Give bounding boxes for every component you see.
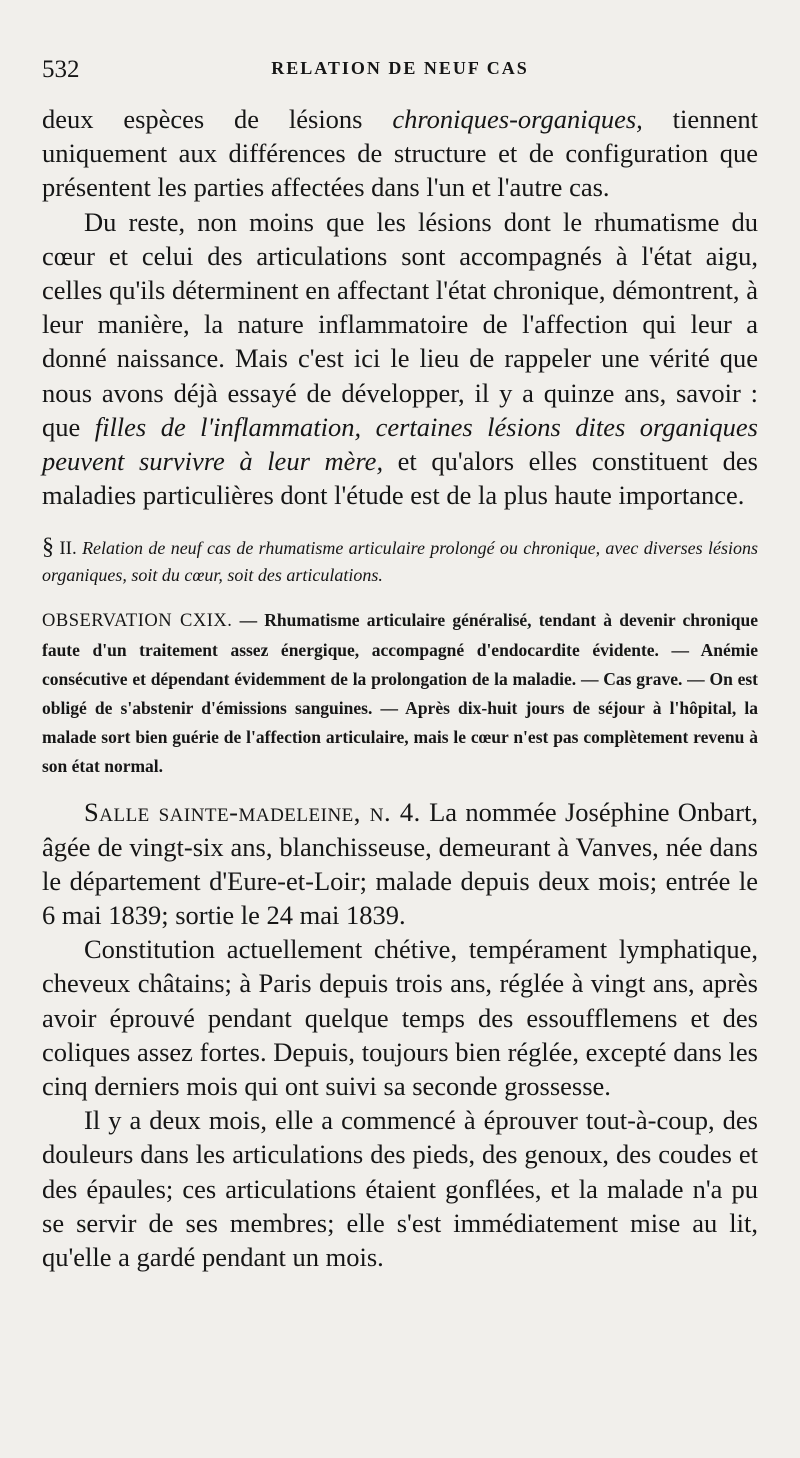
paragraph-5: Il y a deux mois, elle a commencé à éprouver tout-à-coup, des douleurs dans les articulations des pieds, des genoux, des coudes et des épaules; ces articulations étaient gonflées, et la malade n'a pu se servir de ses membres; elle s'est immédiatement mise au lit, qu'elle a gardé pendant un mois. — [42, 1105, 758, 1273]
paragraph-1 — [42, 102, 758, 205]
section-heading — [42, 534, 758, 588]
page-number: 532 — [42, 56, 80, 83]
section-title: Relation de neuf cas de rhumatisme articulaire prolongé ou chronique, avec diverses lésions organiques, soit du cœur, soit des articulations. — [42, 538, 759, 586]
running-title: RELATION DE NEUF CAS — [271, 58, 529, 78]
observation-text: — Rhumatisme articulaire généralisé, tendant à devenir chronique faute d'un traitement assez énergique, accompagné d'endocardite évidente. — Anémie consécutive et dépendant évidemment de la prolongation de la maladie. — Cas grave. — On est obligé de s'abstenir d'émissions sanguines. — Après dix-huit jours de séjour à l'hôpital, la malade sort bien guérie de l'affection articulaire, mais le cœur n'est pas complètement revenu à son état normal. — [42, 610, 758, 777]
paragraph-3 — [42, 795, 758, 932]
section-label: II. — [59, 538, 77, 560]
paragraph-2 — [42, 205, 758, 513]
text-run: deux espèces de lésions — [42, 104, 393, 134]
paragraph-4: Constitution actuellement chétive, tempérament lymphatique, cheveux châtains; à Paris depuis trois ans, réglée à vingt ans, après avoir éprouvé pendant quelque temps des essoufflemens et des coliques assez fortes. Depuis, toujours bien réglée, excepté dans les cinq derniers mois qui ont suivi sa seconde grossesse. — [42, 934, 758, 1102]
ward-name: Salle sainte-madeleine — [84, 797, 354, 828]
text-run: tiennent uniquement aux différences de structure et de configuration que présentent les parties affectées dans l'un et l'autre cas. — [42, 104, 758, 203]
observation-summary — [42, 606, 758, 781]
bed-number: , n. 4. — [353, 797, 421, 828]
text-run: et qu'alors elles constituent des maladies particulières dont l'étude est de la plus haute importance. — [42, 446, 758, 511]
section-mark: § — [42, 534, 54, 561]
observation-heading: OBSERVATION CXIX. — [42, 611, 233, 632]
text-run: La nommée Joséphine Onbart, âgée de vingt-six ans, blanchisseuse, demeurant à Vanves, née dans le département d'Eure-et-Loir; malade depuis deux mois; entrée le 6 mai 1839; sortie le 24 mai 1839. — [42, 797, 758, 931]
italic-run: chroniques-organiques, — [392, 104, 643, 134]
text-run: Du reste, non moins que les lésions dont le rhumatisme du cœur et celui des articulations sont accompagnés à l'état aigu, celles qu'ils déterminent en affectant l'état chronique, démontrent, à leur manière, la nature inflammatoire de l'affection qui leur a donné naissance. Mais c'est ici le lieu de rappeler une vérité que nous avons déjà essayé de développer, il y a quinze ans, savoir : que — [42, 206, 758, 442]
italic-run: filles de l'inflammation, certaines lésions dites organiques peuvent survivre à leur mère, — [42, 411, 758, 477]
running-header — [42, 52, 758, 92]
